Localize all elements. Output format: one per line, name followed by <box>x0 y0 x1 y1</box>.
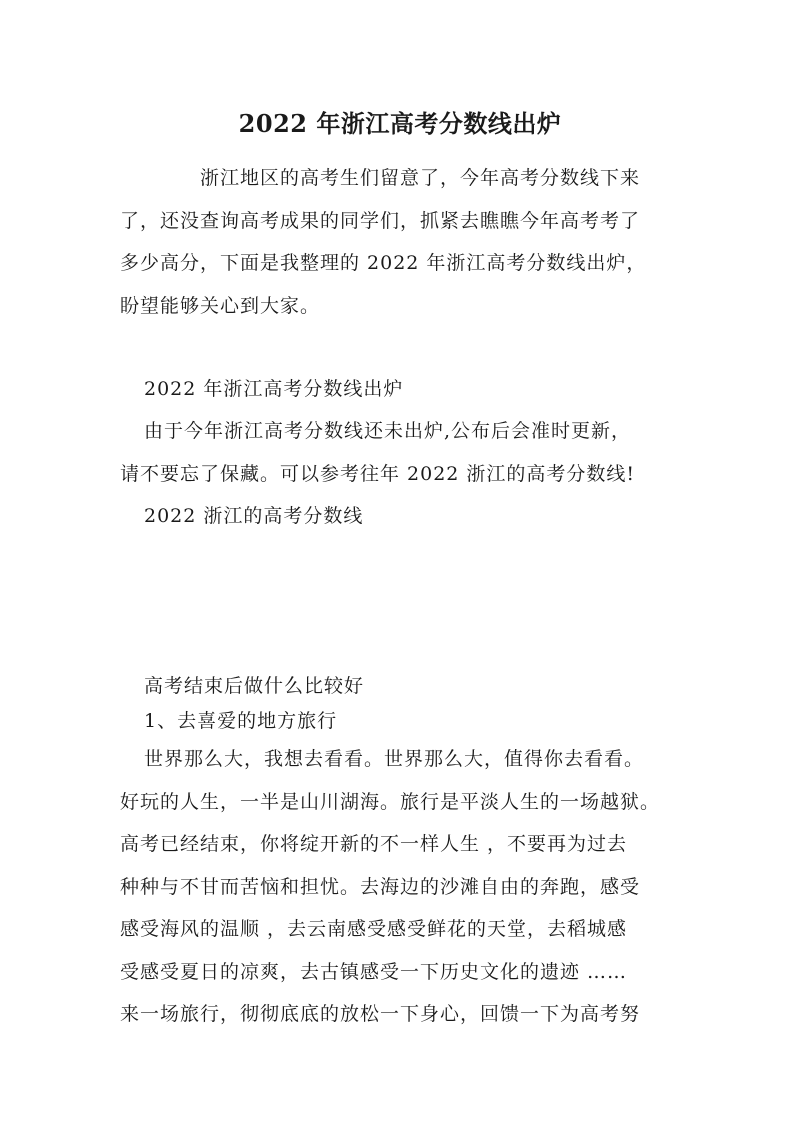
topic-heading: 高考结束后做什么比较好 <box>144 675 365 697</box>
item-line: 好玩的人生，一半是山川湖海。旅行是平淡人生的一场越狱。 <box>120 790 661 813</box>
item-line: 来一场旅行，彻彻底底的放松一下身心，回馈一下为高考努 <box>120 1003 641 1025</box>
document-title: 2022 年浙江高考分数线出炉 <box>238 109 562 138</box>
item-line: 种种与不甘而苦恼和担忧。去海边的沙滩自由的奔跑，感受 <box>120 875 641 898</box>
intro-line: 浙江地区的高考生们留意了，今年高考分数线下来 <box>200 167 641 189</box>
intro-line: 了，还没查询高考成果的同学们，抓紧去瞧瞧今年高考考了 <box>120 209 641 232</box>
item-line: 世界那么大，我想去看看。世界那么大，值得你去看看。 <box>144 748 645 770</box>
item-line: 高考已经结束，你将绽开新的不一样人生 ，不要再为过去 <box>120 833 628 855</box>
item-heading: 1、去喜爱的地方旅行 <box>144 710 338 732</box>
item-paragraph <box>120 738 690 1036</box>
notice-paragraph <box>120 410 690 495</box>
intro-line: 多少高分，下面是我整理的 2022 年浙江高考分数线出炉， <box>120 252 647 274</box>
item-line: 感受海风的温顺 ，去云南感受感受鲜花的天堂，去稻城感 <box>120 918 628 940</box>
notice-line: 由于今年浙江高考分数线还未出炉,公布后会准时更新， <box>144 420 632 442</box>
intro-paragraph <box>120 157 690 327</box>
subheading: 2022 浙江的高考分数线 <box>144 505 364 527</box>
intro-line: 盼望能够关心到大家。 <box>120 294 321 317</box>
item-line: 受感受夏日的凉爽，去古镇感受一下历史文化的遗迹 …… <box>120 960 628 983</box>
section-heading: 2022 年浙江高考分数线出炉 <box>144 378 404 400</box>
notice-line: 请不要忘了保藏。可以参考往年 2022 浙江的高考分数线! <box>120 462 636 485</box>
